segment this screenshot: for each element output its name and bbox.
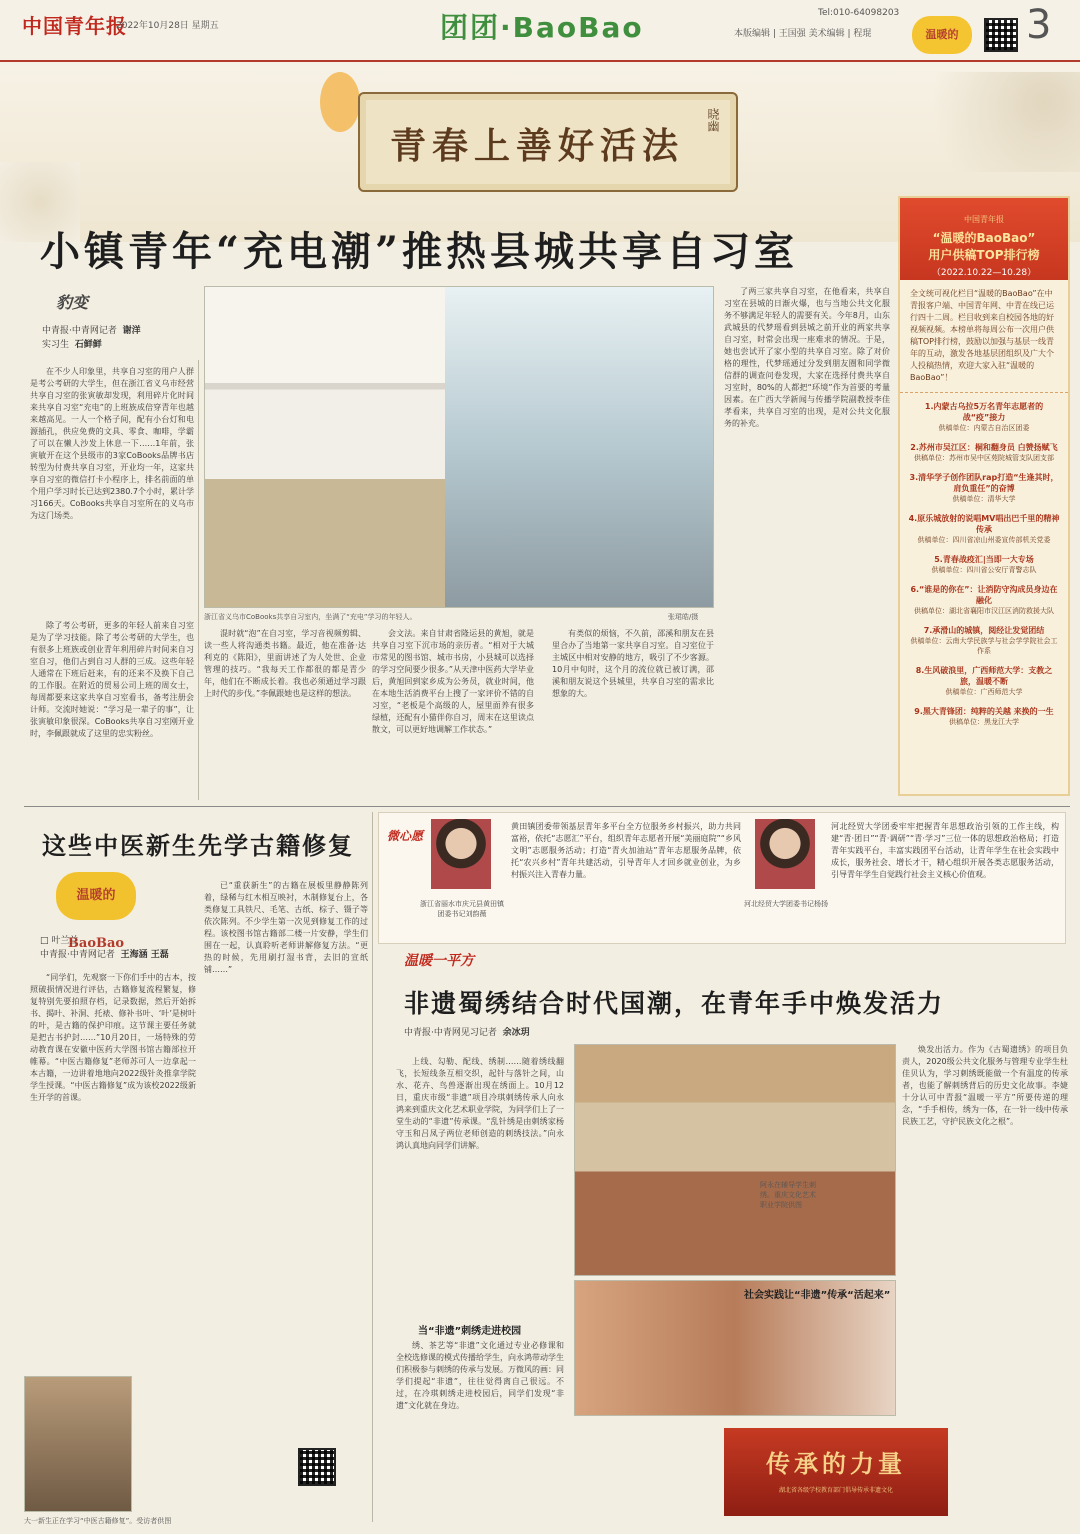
legacy-promo[interactable]: [724, 1428, 948, 1516]
paragraph: 已“重获新生”的古籍在展板里静静陈列着，绿稀与红木相互映衬，木制修复台上，各类修复工具铁尺、毛笔、古纸、棕子、镊子等依次陈列。不少学生第一次见到修复工作的过程。该校图书馆古籍部二楼一片安静，学生们围在一起，认真聆听老师讲解修复方法。“更热的时候，先用刷打湿书背，去旧的宣纸铺……”: [204, 881, 368, 974]
editors-credit: 本版编辑 | 王国强 美术编辑 | 程琨: [734, 29, 872, 39]
ranking-item-title: 2.苏州市吴江区：桐和翻身员 白赞扬赋飞: [910, 443, 1058, 452]
top-ranking-box: [898, 196, 1070, 796]
qr-code-icon[interactable]: [298, 1448, 336, 1486]
photo-caption: 大一新生正在学习“中医古籍修复”。受访者供图: [24, 1517, 172, 1525]
ranking-item-title: 7.承滑山的城镇，阅经让发觉团结: [923, 626, 1045, 635]
qr-code-icon[interactable]: [984, 18, 1018, 52]
telephone: Tel:010-64098203: [818, 8, 900, 18]
byline-agency: 中青报·中青网见习记者: [404, 1028, 497, 1038]
book-repair-photo[interactable]: [24, 1376, 132, 1512]
study-room-photo[interactable]: [204, 286, 714, 608]
ranking-item-title: 8.生风破浪里，广西师范大学：支教之旅，温暖不断: [915, 666, 1053, 686]
person2-quote: 河北经贸大学团委牢牢把握青年思想政治引领的工作主线，构建“青·团日”“青·调研”“青·学习”三位一体的思想政治格局；打造青年实践平台，丰富实践团平台活动，让青年学生在社会实践中成长，服务社会、增长才干，精心组织开展各类志愿服务活动，引导青年学生自觉践行社会主义核心价值观。: [831, 822, 1059, 879]
article1-byline: [42, 324, 192, 352]
ranking-item-source: 供稿单位：广西师范大学: [945, 688, 1023, 696]
decoration-right: [900, 72, 1080, 172]
byline-author: 余冰玥: [502, 1028, 530, 1038]
article2-column-1: [30, 972, 196, 1370]
article1-headline[interactable]: 小镇青年“充电潮”推热县城共享自习室: [40, 228, 799, 275]
avatar: [431, 819, 491, 889]
dateline: 2022年10月28日 星期五: [116, 21, 219, 31]
byline-intern: 石鲜鲜: [74, 340, 102, 350]
article3-subhead-2: 社会实践让“非遗”传承“活起来”: [744, 1290, 891, 1301]
ranking-item-source: 供稿单位：湖北省襄阳市汉江区消防救援大队: [914, 607, 1054, 615]
article3-column-1b: [396, 1340, 564, 1520]
list-item[interactable]: [908, 472, 1060, 504]
article3-column-1: [396, 1056, 564, 1306]
list-item[interactable]: [908, 442, 1060, 463]
micro-wish-box: [378, 812, 1066, 944]
article1-column-3: [204, 628, 366, 804]
newspaper-logo: 中国青年报: [22, 14, 127, 38]
ranking-subtitle: 用户供稿TOP排行榜: [928, 248, 1040, 262]
article3-column-3: [902, 1044, 1068, 1420]
masthead: [0, 0, 1080, 62]
photo-credit: 张珺皓/摄: [668, 613, 699, 621]
avatar: [755, 819, 815, 889]
banner-title: 青春上善好活法: [390, 125, 685, 167]
ranking-header: [900, 198, 1068, 280]
baobao-brand-logo: 温暖的: [912, 16, 972, 54]
column-divider: [198, 360, 199, 800]
ranking-item-title: 4.原乐城放射的说唱MV唱出巴千里的精神传承: [908, 514, 1060, 534]
byline-authors: 王海涵 王磊: [120, 950, 169, 960]
article2-byline: [40, 934, 220, 962]
paragraph: 在不少人印象里，共享自习室的用户人群是考公考研的大学生，但在浙江省义乌市经营共享自习室的张寅敏却发现，利用碎片化时间来共享自习室“充电”的上班族成倍穿青年也越来越高见。一人一个格子间，配有小台灯和电源插孔，供应免费的文具、零食、咖啡，学霸了可以在懒人沙发上休息一下……1年前，张寅敏开在这个县级市的3家CoBooks品牌书店转型为付费共享自习室，开业均一年，这家共享自习室的微信打卡小程序上，排名前面的单个用户学习时长已达到2380.7个小时，累计学习166天。CoBooks共享自习室所在的义乌市为这门场类。: [30, 367, 194, 520]
ranking-logo: 中国青年报: [964, 215, 1004, 224]
ranking-intro: 全文统可视化栏目“温暖的BaoBao”在中青报客户端、中国青年网、中青在线已运行四十二周。栏目收到来自校园各地的好视频视频。本榜单将每周公布一次用户供稿TOP排行榜，鼓励以加强与基层一线青年的互动，激发各地基层团组织及广大个人投稿热情，欢迎大家入驻“温暖的BaoBao”！: [900, 280, 1068, 393]
person1-caption: 浙江省丽水市庆元县黄田镇团委书记刘韵薇: [420, 900, 504, 918]
paragraph: 会文法。来自甘肃省隆运县的黄旭，就是共享自习室下沉市场的亲历者。“相对于大城市常见的图书馆、城市书房，小县城可以选择的学习空间要少很多。”从天津中医药大学毕业后，黄旭回到家乡成为公务员，就业时间，他在本地生活消费平台上搜了一家评价不错的自习室，“老板是个高级的人，屋里面养有很多绿植，还配有小猫伴你自习，周末在这里读点散文，可以更好地调解工作状态。”: [372, 629, 534, 734]
list-item[interactable]: [908, 513, 1060, 545]
person1-quote: 黄田镇团委带领基层青年多平台全方位服务乡村振兴，助力共同富裕，依托“志愿汇”平台，组织青年志愿者开展“美丽庭院”“乡风文明”志愿服务活动；打造“青火加油站”青年志愿服务品牌，依托“农兴乡村”青年共建活动，引导青年人才回乡就业创业，为乡村振兴注入青春力量。: [511, 822, 741, 879]
byline-author: 谢洋: [122, 326, 141, 336]
ranking-item-title: 9.黑大青锋团：纯粹的关越 来换的一生: [914, 707, 1054, 716]
page-number: 3: [1026, 2, 1052, 48]
ranking-item-source: 供稿单位：内蒙古自治区团委: [938, 424, 1030, 432]
list-item[interactable]: [908, 706, 1060, 727]
paragraph: 焕发出活力。作为《古蜀遗绣》的项目负责人，2020级公共文化服务与管理专业学生杜佳贝认为，学习刺绣既能做一个有温度的传承者，也能了解刺绣背后的历史文化故事。李婕十分认可中青报“温暖一平方”所要传递的理念，“手手相传，绣为一体，在一针一线中传承民族工艺，守护民族文化之根”。: [902, 1045, 1068, 1126]
cat-mascot-icon: [320, 72, 360, 132]
ranking-item-source: 供稿单位：云南大学民族学与社会学学院社会工作系: [910, 637, 1058, 655]
person2-caption: 河北经贸大学团委书记杨扬: [744, 900, 828, 908]
list-item[interactable]: [908, 665, 1060, 697]
article3-headline[interactable]: 非遗蜀绣结合时代国潮，在青年手中焕发活力: [404, 989, 945, 1018]
paragraph: 上线、勾勒、配线、绣制……随着绣线翻飞，长短线条互相交织，起针与落针之间，山水、花卉、鸟兽逐渐出现在绣面上。10月12日，重庆市级“非遗”项目冷琪刺绣传承人向永鸿来到重庆文化艺术职业学院，为同学们上了一堂生动的“非遗”传承课。“乱针绣是由刺绣家杨守玉和吕凤子两位老师创造的刺绣技法。”向永鸿认真地向同学们讲解。: [396, 1057, 564, 1150]
ranking-item-title: 6.“谁是的你在”：让消防守沟成员身边在融化: [910, 585, 1058, 605]
embroidery-class-photo[interactable]: [574, 1044, 896, 1276]
paragraph: 有类似的烦恼，不久前，邵溪和朋友在县里合办了当地第一家共享自习室。自习室位于主城区中相对安静的地方，吸引了不少客源。10月中旬时，这个月的流位就已被订满，邵溪和朋友说这个县城里，共享自习室的需求比想象的大。: [552, 629, 714, 698]
list-item[interactable]: [908, 584, 1060, 616]
ranking-list: [900, 393, 1068, 744]
ranking-item-title: 5.青春战疫汇|当即一大专场: [934, 555, 1034, 564]
column-divider: [372, 812, 373, 1522]
list-item[interactable]: [908, 401, 1060, 433]
paragraph: “同学们，先观察一下你们手中的古本，按照破损情况进行评估，古籍修复流程繁复，修复特别先要拍照存档，记录数据，然后开始拆书、揭叶、补洞、托裱、修补书叶、‘叶’是树叶的叶，是古籍的保护印痕。这节课主要任务就是把古书护封……”10月20日，一场特殊的劳动教育课在安徽中医药大学图书馆古籍部拉开帷幕。“中医古籍修复”老师苏可人一边拿起一本古籍，一边讲着地地向2022级针灸推拿学院学生授课。“中医古籍修复”成为该校2022级新生开学的首课。: [30, 973, 196, 1102]
article1-column-6: [724, 286, 890, 802]
byline-agency: 中青报·中青网记者: [42, 326, 117, 336]
article3-subhead-1: 当“非遗”刺绣走进校园: [418, 1326, 522, 1337]
ranking-item-source: 供稿单位：黑龙江大学: [949, 718, 1019, 726]
ranking-item-title: 1.内蒙古乌拉5万名青年志愿者的战“疫”接力: [924, 402, 1044, 422]
byline-intern-role: 实习生: [42, 340, 70, 350]
paragraph: 除了考公考研，更多的年轻人前来自习室是为了学习技能。除了考公考研的大学生，也有很多上班族或创业青年利用碎片时间来自习室自习，他们占到自习人群的三成。这些年轻人通常在下班后赶来，有的还来不及换下自己的工作服。在附近的贸易公司上班的周女士，每周都要来这家共享自习室看书，备考注册会计师。交流时她说：“学习是一辈子的事”，让张寅敏印象很深。CoBooks共享自习室刚开业时，李佩跟就成了这里的忠实粉丝。: [30, 621, 194, 738]
ranking-date: （2022.10.22—10.28）: [931, 268, 1037, 278]
baobao-badge: 温暖的BaoBao: [56, 872, 136, 920]
photo-caption: 浙江省义乌市CoBooks共享自习室内，坐满了“充电”学习的年轻人。: [204, 613, 417, 621]
ranking-item-source: 供稿单位：清华大学: [952, 495, 1016, 503]
legacy-title: 传承的力量: [766, 1449, 906, 1478]
article3-byline: [404, 1026, 584, 1040]
photo-caption: 阿永在辅导学生刺绣。重庆文化艺术职业学院供图: [760, 1181, 816, 1209]
ranking-item-title: 3.清华学子创作团队rap打造“生逢其时，肩负重任”的奋博: [909, 473, 1059, 493]
paragraph: 了两三家共享自习室，在他看来，共享自习室在县城的日渐火爆，也与当地公共文化服务不够满足年轻人的需要有关。今年8月，山东武城县的代梦瑶看到县城之前开业的两家共享自习室，时常会出现一座难求的情况。于是，她也尝试开了家小型的共享自习室。除了对价格的理性，代梦瑶通过分发到朋友圈和同学微信群的调查问卷发现，大家在选择付费共享自习室时，80%的人都把“环境”作为首要的考量因素。在广西大学新闻与传播学院副教授李佳孝看来，共享自习室的出现，是对公共文化服务的补充。: [724, 287, 890, 428]
list-item[interactable]: [908, 625, 1060, 656]
article2-column-2: [204, 880, 368, 1440]
article1-tag: 豹变: [56, 293, 89, 312]
article1-column-5: [552, 628, 714, 804]
list-item[interactable]: [908, 554, 1060, 575]
section-title: 团团·BaoBao: [440, 11, 644, 44]
article1-column-2: [30, 620, 194, 802]
legacy-subtitle: 湖北省各级学校教育部门倡导传承非遗文化: [778, 1487, 893, 1494]
warm-square-tag: 温暖一平方: [404, 953, 474, 969]
ranking-item-source: 供稿单位：四川省凉山州委宣传部机关党委: [917, 536, 1051, 544]
banner-scroll: [358, 92, 738, 192]
byline-top: □ 叶兰兰: [40, 936, 79, 946]
banner-calligraphy: 晓幽: [706, 108, 720, 132]
ranking-title: “温暖的BaoBao”: [932, 231, 1036, 245]
article1-column-4: [372, 628, 534, 804]
ranking-item-source: 供稿单位：苏州市吴中区苑院城管支队团支部: [914, 454, 1054, 462]
ranking-item-source: 供稿单位：四川省公安厅青警志队: [931, 566, 1037, 574]
micro-wish-tag: 微心愿: [387, 829, 424, 843]
article2-headline[interactable]: 这些中医新生先学古籍修复: [42, 831, 354, 860]
paragraph: 混时就“泡”在自习室，学习音视频剪辑、读一些人将沟通类书籍。最近，他在准备·达利克的《陈阳》，里面讲述了为人处世、企业管理的技巧。“我每天工作都很的都是青少年，他们在不断成长着。我也必须通过学习跟上时代的步伐。”李佩跟她也是这样的想法。: [204, 629, 366, 698]
section-divider: [24, 806, 1070, 807]
paragraph: 绣、茶艺等“非遗”文化通过专业必修课和全校选修课的模式传播给学生，向永鸿带动学生们积极参与刺绣的传承与发展。万微风的画：同学们提起“非遗”，往往觉得离自己很远。不过，在冷琪刺绣走进校园后，同学们发现“非遗”文化就在身边。: [396, 1341, 564, 1410]
byline-agency: 中青报·中青网记者: [40, 950, 115, 960]
